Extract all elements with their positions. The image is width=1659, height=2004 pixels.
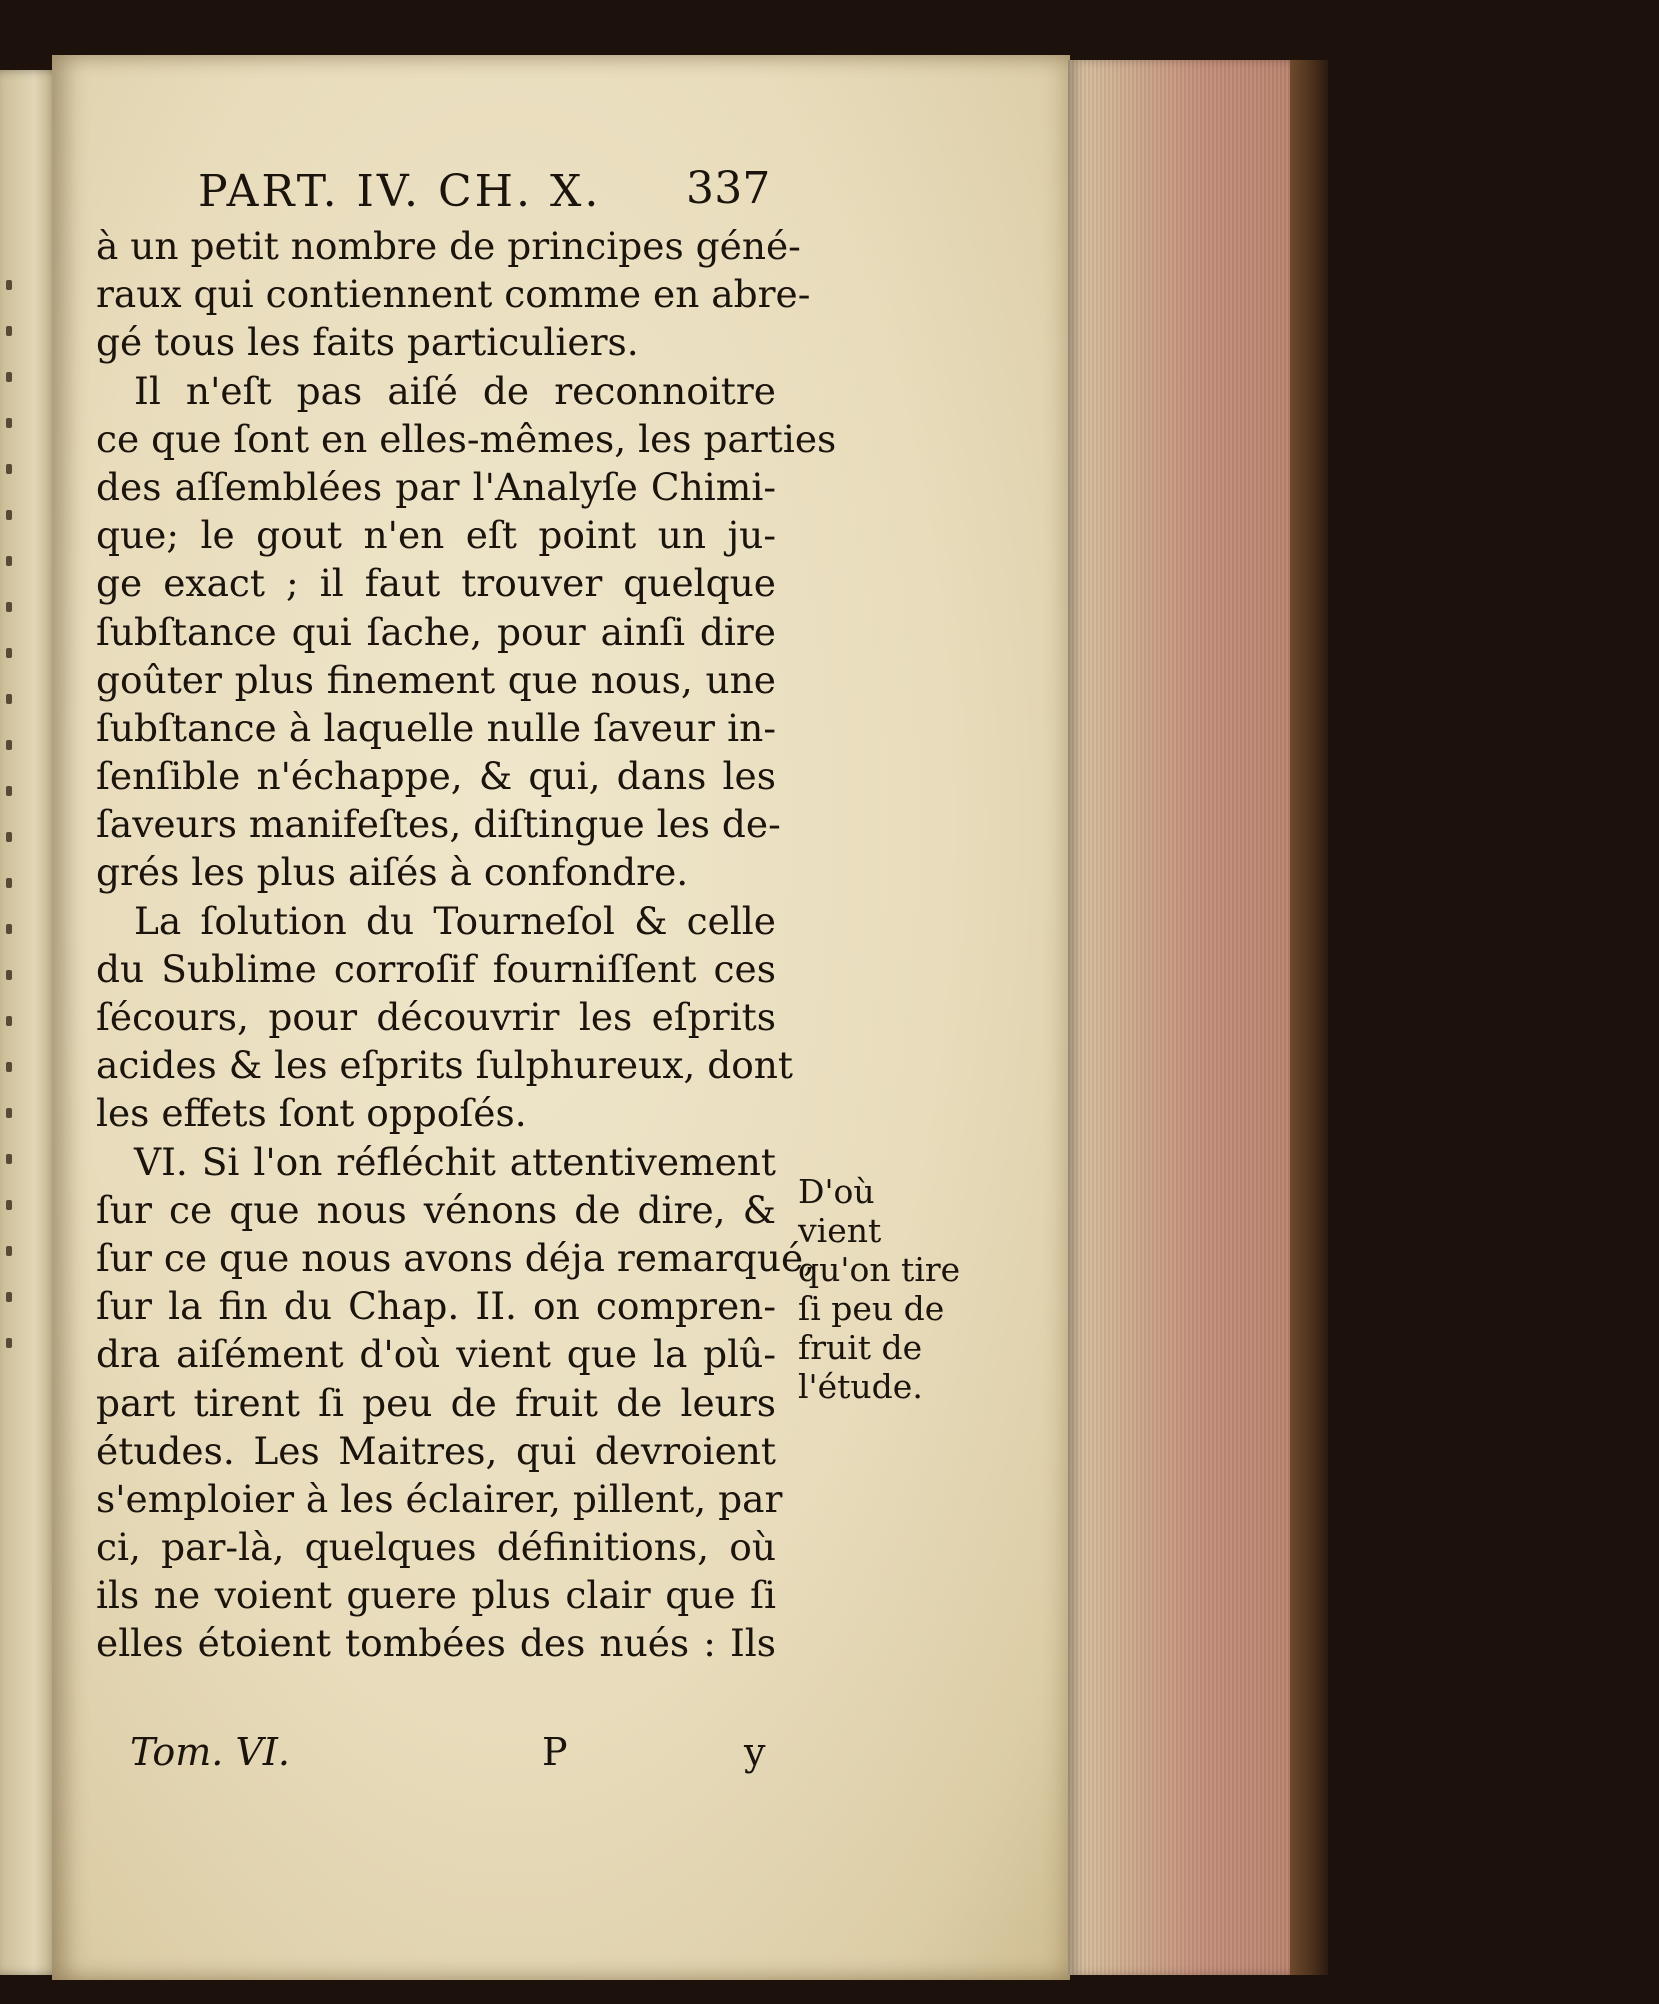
marginal-note-line: vient: [798, 1211, 882, 1250]
text-line: ſur ce que nous avons déja remarqué,: [96, 1235, 816, 1280]
text-line: Il n'eſt pas aiſé de reconnoitre: [134, 368, 776, 413]
text-line: ſubſtance qui ſache, pour ainſi dire: [96, 609, 776, 654]
signature-mark: P: [542, 1730, 568, 1774]
marginal-note-line: l'étude.: [798, 1367, 923, 1406]
text-line: raux qui contiennent comme en abre-: [96, 272, 811, 317]
volume-label: Tom. VI.: [130, 1730, 290, 1774]
book-cover: [1290, 60, 1328, 1975]
text-line: des aſſemblées par l'Analyſe Chimi-: [96, 464, 776, 509]
text-line: ils ne voient guere plus clair que ſi: [96, 1573, 776, 1618]
text-line: que; le gout n'en eſt point un ju-: [96, 513, 776, 558]
text-line: La ſolution du Tourneſol & celle: [134, 898, 776, 943]
text-line: ce que ſont en elles-mêmes, les parties: [96, 416, 837, 461]
text-line: les effets ſont oppoſés.: [96, 1091, 527, 1136]
text-line: à un petit nombre de principes géné-: [96, 224, 801, 268]
marginal-note-line: qu'on tire: [798, 1250, 961, 1289]
marginal-note: [798, 1172, 961, 1406]
text-line: ſur la fin du Chap. II. on compren-: [96, 1284, 776, 1329]
marginal-note-line: D'où: [798, 1172, 875, 1211]
text-line: part tirent ſi peu de fruit de leurs: [96, 1380, 776, 1425]
body-text: [96, 222, 837, 1668]
page-block-edges: [1068, 60, 1290, 1975]
marginal-note-line: fruit de: [798, 1328, 923, 1367]
text-line: ſenſible n'échappe, & qui, dans les: [96, 754, 776, 799]
text-line: VI. Si l'on réfléchit attentivement: [134, 1139, 776, 1184]
text-line: du Sublime corroſif fourniſſent ces: [96, 946, 776, 991]
marginal-note-line: ſi peu de: [798, 1289, 945, 1328]
text-line: ſécours, pour découvrir les eſprits: [96, 995, 776, 1039]
text-line: ci, par-là, quelques définitions, où: [96, 1525, 776, 1570]
text-line: dra aiſément d'où vient que la plû-: [96, 1332, 776, 1377]
text-line: gé tous les faits particuliers.: [96, 320, 639, 365]
text-line: ſaveurs manifeſtes, diſtingue les de-: [96, 802, 781, 847]
text-line: goûter plus finement que nous, une: [96, 657, 776, 702]
text-line: ſur ce que nous vénons de dire, &: [96, 1187, 776, 1232]
text-line: études. Les Maitres, qui devroient: [96, 1428, 776, 1473]
catchword: y: [744, 1730, 766, 1774]
page-number: 337: [686, 163, 771, 214]
text-line: elles étoient tombées des nués : Ils: [96, 1621, 776, 1666]
text-line: s'emploier à les éclairer, pillent, par: [96, 1476, 783, 1521]
previous-page-text-fragments: [6, 280, 26, 1384]
running-head: PART. IV. CH. X.: [198, 166, 602, 217]
text-line: acides & les eſprits ſulphureux, dont: [96, 1043, 793, 1088]
text-line: ge exact ; il faut trouver quelque: [96, 561, 776, 606]
text-line: ſubſtance à laquelle nulle ſaveur in-: [96, 705, 776, 750]
text-line: grés les plus aiſés à confondre.: [96, 850, 689, 895]
